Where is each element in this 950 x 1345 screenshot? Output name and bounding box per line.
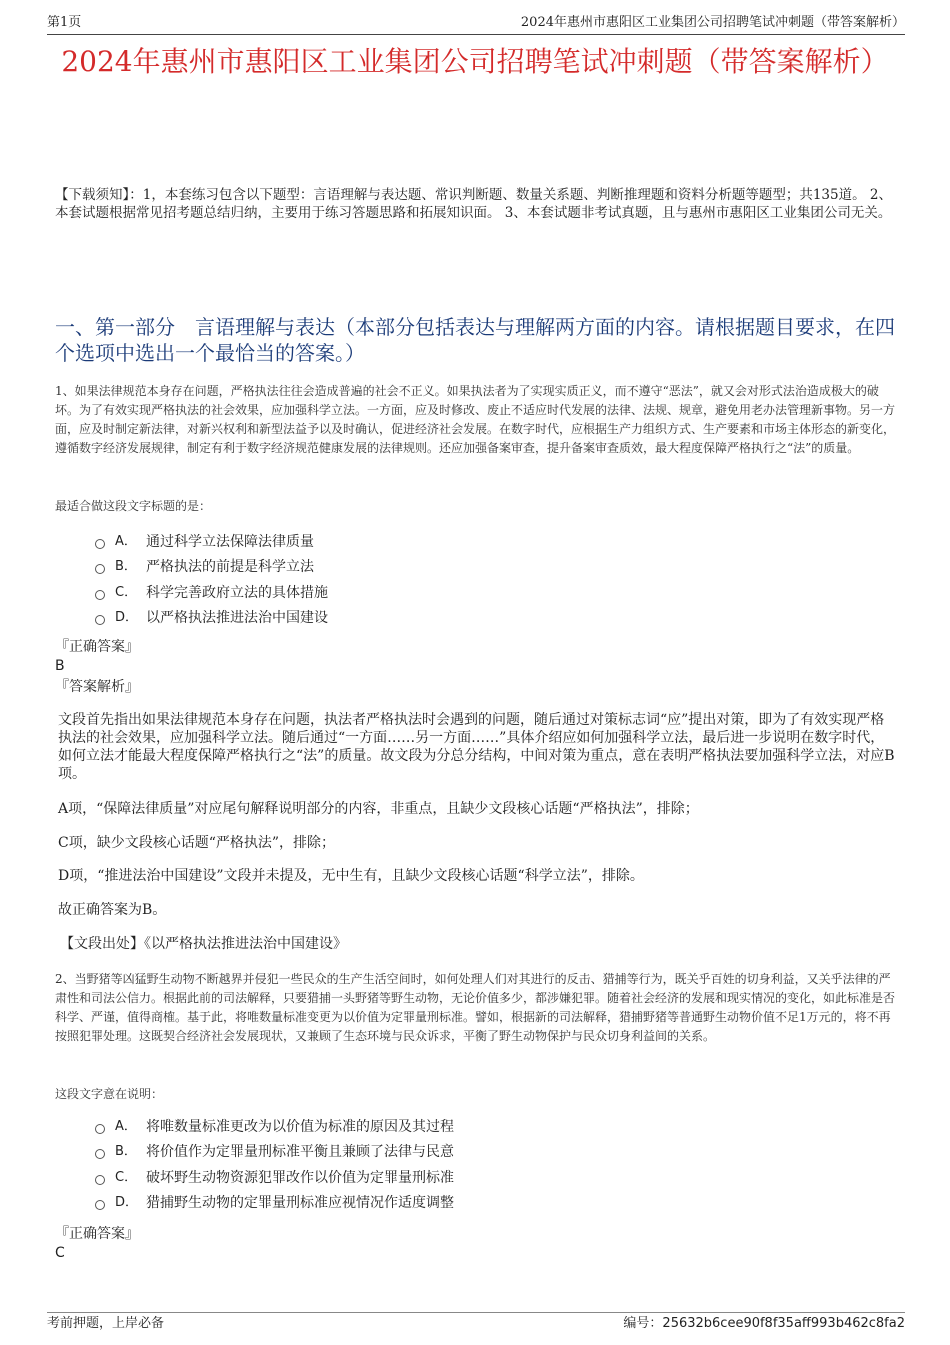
question-1-analysis-label: 『答案解析』 <box>55 679 139 695</box>
question-1-option-b[interactable] <box>95 555 890 581</box>
option-text: 科学完善政府立法的具体措施 <box>146 584 328 601</box>
footer-code-label: 编号： <box>623 1316 663 1331</box>
option-text: 通过科学立法保障法律质量 <box>146 533 314 550</box>
page-number: 第1页 <box>47 15 82 30</box>
question-1-analysis-main: 文段首先指出如果法律规范本身存在问题，执法者严格执法时会遇到的问题，随后通过对策标志词“应”提出对策，即为了有效实现严格执法的社会效果，应加强科学立法。随后通过“一方面……另一方面……”具体介绍应如何加强科学立法，最后进一步说明在数字时代，如何立法才能最大程度保障严格执行之“法”的质量。故文段为分总分结构，中间对策为重点，意在表明严格执法要加强科学立法，对应B项。 <box>58 712 895 782</box>
question-1-option-c[interactable] <box>95 580 890 606</box>
question-1-option-a[interactable] <box>95 529 890 555</box>
download-notice: 【下载须知】：1，本套练习包含以下题型：言语理解与表达题、常识判断题、数量关系题、判断推理题和资料分析题等题型；共135道。 2、本套试题根据常见招考题总结归纳，主要用于练习答题思路和拓展知识面。 3、本套试题非考试真题，且与惠州市惠阳区工业集团公司无关。 <box>55 187 892 221</box>
question-1-correct-answer-label: 『正确答案』 <box>55 639 139 655</box>
question-2-correct-answer-label: 『正确答案』 <box>55 1226 139 1242</box>
radio-icon[interactable] <box>95 539 105 549</box>
section-title: 一、第一部分 言语理解与表达（本部分包括表达与理解两方面的内容。请根据题目要求，在四个选项中选出一个最恰当的答案。） <box>55 315 895 365</box>
option-letter: A． <box>115 533 137 549</box>
page-header <box>47 14 905 35</box>
option-letter: C． <box>115 1169 138 1185</box>
question-1-text: 1、如果法律规范本身存在问题，严格执法往往会造成普遍的社会不正义。如果执法者为了实现实质正义，而不遵守“恶法”，就又会对形式法治造成极大的破坏。为了有效实现严格执法的社会效果，应加强科学立法。一方面，应及时修改、废止不适应时代发展的法律、法规、规章，避免用老办法管理新事物。另一方面，应及时制定新法律，对新兴权利和新型法益予以及时确认，促进经济社会发展。在数字时代，应根据生产力组织方式、生产要素和市场主体形态的新变化，遵循数字经济发展规律，制定有利于数字经济规范健康发展的法律规则。还应加强备案审查，提升备案审查质效，最大程度保障严格执行之“法”的质量。 <box>55 384 896 455</box>
option-text: 破坏野生动物资源犯罪改作以价值为定罪量刑标准 <box>146 1169 454 1186</box>
question-2-option-a[interactable] <box>95 1114 890 1140</box>
footer-code-value: 25632b6cee90f8f35aff993b462c8fa2 <box>662 1316 905 1331</box>
footer-slogan: 考前押题，上岸必备 <box>47 1316 165 1331</box>
header-doc-title: 2024年惠州市惠阳区工业集团公司招聘笔试冲刺题（带答案解析） <box>520 15 905 30</box>
option-text: 将唯数量标准更改为以价值为标准的原因及其过程 <box>146 1118 454 1135</box>
question-2-option-b[interactable] <box>95 1140 890 1166</box>
question-1-options <box>95 529 890 631</box>
question-1-analysis-a: A项，“保障法律质量”对应尾句解释说明部分的内容，非重点，且缺少文段核心话题“严格执法”，排除； <box>58 801 699 817</box>
question-2-option-d[interactable] <box>95 1191 890 1217</box>
option-text: 以严格执法推进法治中国建设 <box>146 610 328 627</box>
option-text: 猎捕野生动物的定罪量刑标准应视情况作适度调整 <box>146 1195 454 1212</box>
radio-icon[interactable] <box>95 564 105 574</box>
option-letter: B． <box>115 559 137 575</box>
document-title: 2024年惠州市惠阳区工业集团公司招聘笔试冲刺题（带答案解析） <box>61 45 889 78</box>
option-letter: D． <box>115 1195 139 1211</box>
question-1-analysis-d: D项，“推进法治中国建设”文段并未提及，无中生有，且缺少文段核心话题“科学立法”，排除。 <box>58 868 644 884</box>
question-2-answer: C <box>55 1245 65 1261</box>
radio-icon[interactable] <box>95 590 105 600</box>
question-1-source: 【文段出处】《以严格执法推进法治中国建设》 <box>60 936 347 952</box>
radio-icon[interactable] <box>95 1175 105 1185</box>
radio-icon[interactable] <box>95 1149 105 1159</box>
option-letter: A． <box>115 1118 137 1134</box>
question-1-answer: B <box>55 658 65 674</box>
radio-icon[interactable] <box>95 1200 105 1210</box>
question-2-option-c[interactable] <box>95 1165 890 1191</box>
option-letter: D． <box>115 610 139 626</box>
question-1-analysis-c: C项，缺少文段核心话题“严格执法”，排除； <box>58 835 336 851</box>
footer-code <box>623 1315 905 1333</box>
question-2-prompt: 这段文字意在说明： <box>55 1087 164 1101</box>
question-1-analysis-conclusion: 故正确答案为B。 <box>58 902 167 918</box>
option-letter: C． <box>115 584 138 600</box>
question-1-option-d[interactable] <box>95 606 890 632</box>
question-2-text: 2、当野猪等凶猛野生动物不断越界并侵犯一些民众的生产生活空间时，如何处理人们对其进行的反击、猎捕等行为，既关乎百姓的切身利益，又关乎法律的严肃性和司法公信力。根据此前的司法解释，只要猎捕一头野猪等野生动物，无论价值多少，都涉嫌犯罪。随着社会经济的发展和现实情况的变化，如此标准是否科学、严谨，值得商榷。基于此，将唯数量标准变更为以价值为定罪量刑标准。譬如，根据新的司法解释，猎捕野猪等普通野生动物价值不足1万元的，将不再按照犯罪处理。这既契合经济社会发展现状，又兼顾了生态环境与民众诉求，平衡了野生动物保护与民众切身利益间的关系。 <box>55 972 896 1043</box>
page-footer <box>47 1312 905 1337</box>
question-1-prompt: 最适合做这段文字标题的是： <box>55 499 212 513</box>
option-text: 将价值作为定罪量刑标准平衡且兼顾了法律与民意 <box>146 1144 454 1161</box>
option-letter: B． <box>115 1144 137 1160</box>
question-2-options <box>95 1114 890 1216</box>
radio-icon[interactable] <box>95 615 105 625</box>
option-text: 严格执法的前提是科学立法 <box>146 559 314 576</box>
radio-icon[interactable] <box>95 1124 105 1134</box>
